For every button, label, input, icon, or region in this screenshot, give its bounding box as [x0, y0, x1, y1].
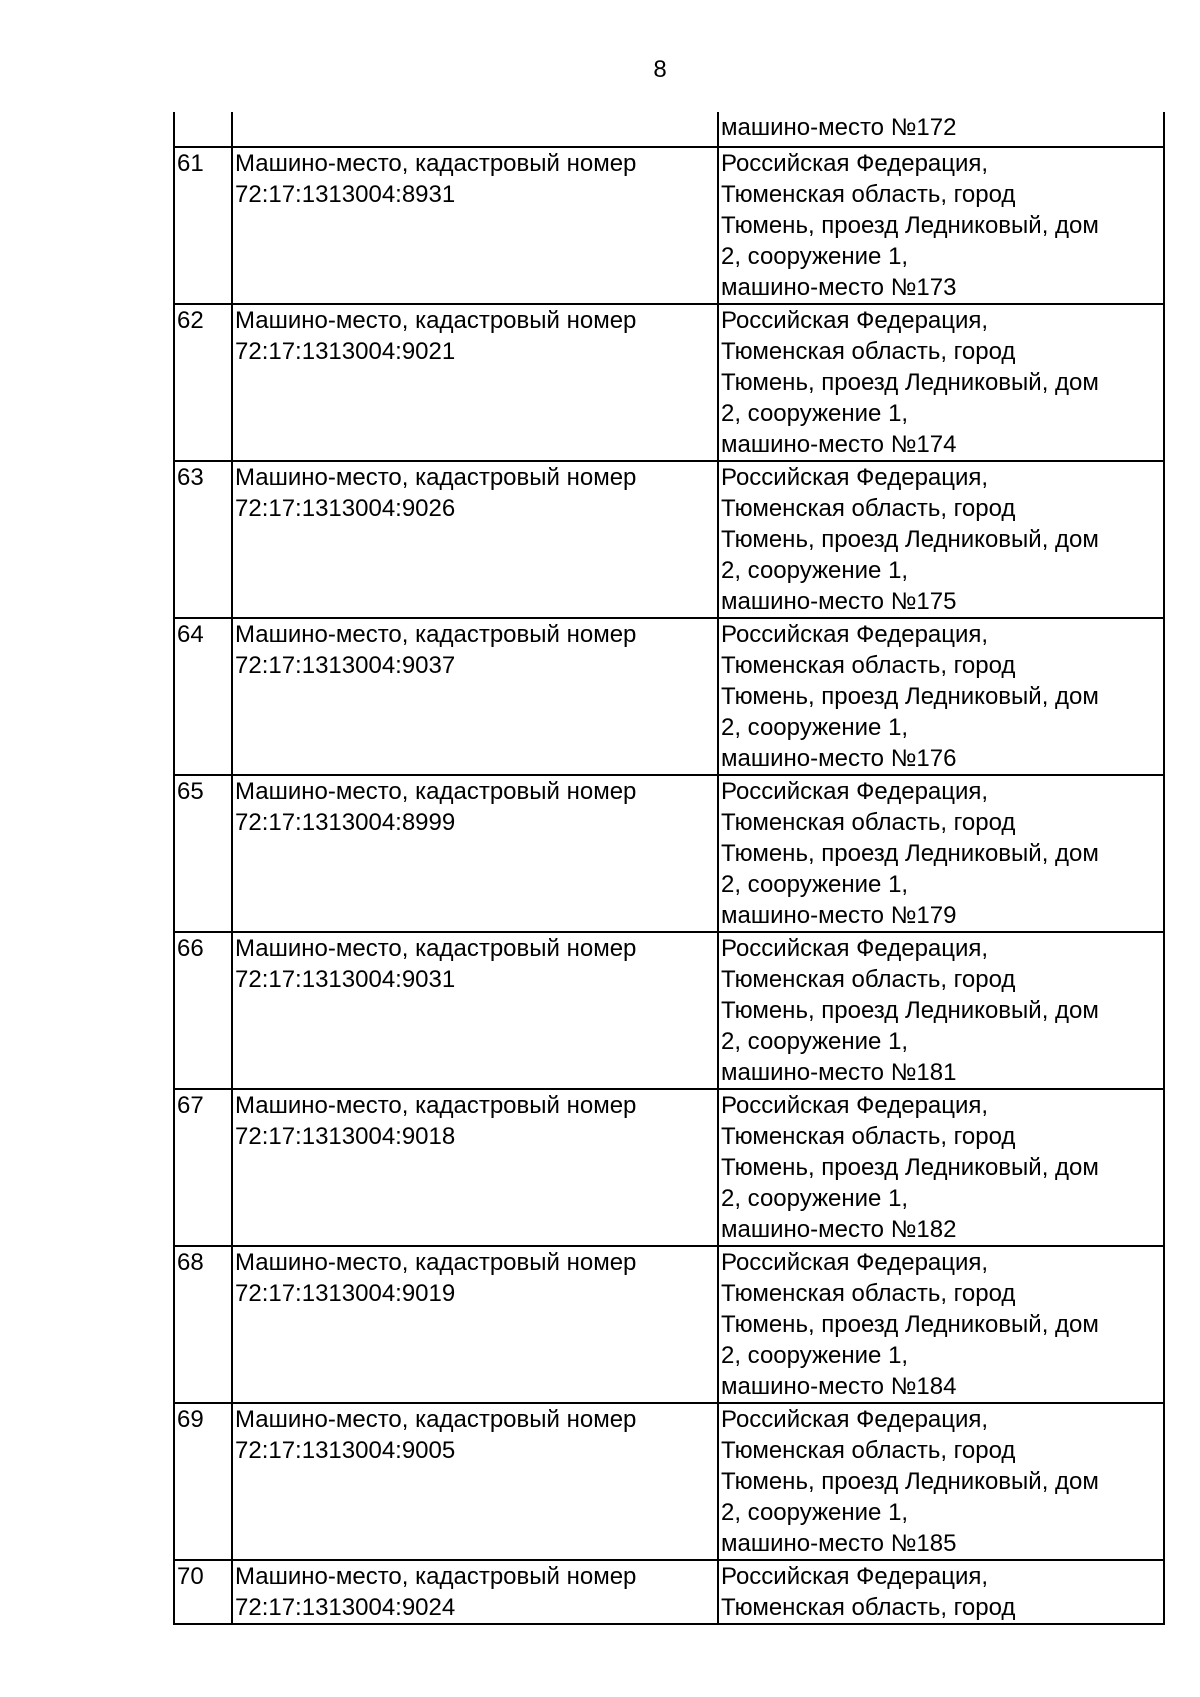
address-line: 2, сооружение 1, — [721, 400, 909, 427]
object-type: Машино-место, кадастровый номер — [235, 1563, 637, 1590]
address-line: 2, сооружение 1, — [721, 557, 909, 584]
object-type: Машино-место, кадастровый номер — [235, 150, 637, 177]
address-line: 2, сооружение 1, — [721, 1185, 909, 1212]
address-line: Тюменская область, город — [721, 338, 1016, 365]
address-line: Российская Федерация, — [721, 1249, 989, 1276]
address-line: машино-место №172 — [721, 114, 957, 141]
row-description — [232, 932, 718, 1089]
cadastral-number: 72:17:1313004:8931 — [235, 181, 456, 208]
row-description — [232, 1246, 718, 1403]
address-line: Российская Федерация, — [721, 778, 989, 805]
table-row — [174, 618, 1164, 775]
table-row — [174, 775, 1164, 932]
address-line: Российская Федерация, — [721, 1563, 989, 1590]
address-line: 2, сооружение 1, — [721, 871, 909, 898]
address-line: машино-место №176 — [721, 745, 957, 772]
address-line: машино-место №175 — [721, 588, 957, 615]
row-description — [232, 618, 718, 775]
address-line: машино-место №182 — [721, 1216, 957, 1243]
cadastral-number: 72:17:1313004:9005 — [235, 1437, 456, 1464]
address-line: Тюменская область, город — [721, 1437, 1016, 1464]
address-line: машино-место №173 — [721, 274, 957, 301]
address-line: Тюменская область, город — [721, 1280, 1016, 1307]
address-line: машино-место №184 — [721, 1373, 957, 1400]
row-number: 65 — [174, 775, 232, 932]
address-line: машино-место №185 — [721, 1530, 957, 1557]
table-row — [174, 932, 1164, 1089]
row-number: 66 — [174, 932, 232, 1089]
object-type: Машино-место, кадастровый номер — [235, 621, 637, 648]
row-description — [232, 1403, 718, 1560]
address-line: Тюмень, проезд Ледниковый, дом — [721, 840, 1099, 867]
address-line: Российская Федерация, — [721, 150, 989, 177]
address-line: Тюмень, проезд Ледниковый, дом — [721, 1468, 1099, 1495]
address-line: Тюмень, проезд Ледниковый, дом — [721, 997, 1099, 1024]
row-address — [718, 775, 1164, 932]
row-number: 64 — [174, 618, 232, 775]
address-line: 2, сооружение 1, — [721, 1028, 909, 1055]
row-number: 63 — [174, 461, 232, 618]
row-number: 67 — [174, 1089, 232, 1246]
address-line: 2, сооружение 1, — [721, 714, 909, 741]
row-number: 62 — [174, 304, 232, 461]
address-line: Тюменская область, город — [721, 1594, 1016, 1621]
row-description — [232, 461, 718, 618]
row-address — [718, 1403, 1164, 1560]
address-line: Тюмень, проезд Ледниковый, дом — [721, 1311, 1099, 1338]
address-line: Тюменская область, город — [721, 181, 1016, 208]
row-address — [718, 618, 1164, 775]
address-line: Российская Федерация, — [721, 307, 989, 334]
table-row — [174, 1246, 1164, 1403]
row-address — [718, 932, 1164, 1089]
object-type: Машино-место, кадастровый номер — [235, 1406, 637, 1433]
object-type: Машино-место, кадастровый номер — [235, 1092, 637, 1119]
cadastral-number: 72:17:1313004:9026 — [235, 495, 456, 522]
row-address — [718, 1560, 1164, 1624]
address-line: машино-место №174 — [721, 431, 957, 458]
address-line: Тюменская область, город — [721, 652, 1016, 679]
row-address — [718, 112, 1164, 147]
object-type: Машино-место, кадастровый номер — [235, 464, 637, 491]
cadastral-number: 72:17:1313004:9019 — [235, 1280, 456, 1307]
table-row — [174, 147, 1164, 304]
address-line: Тюмень, проезд Ледниковый, дом — [721, 683, 1099, 710]
row-description — [232, 112, 718, 147]
cadastral-number: 72:17:1313004:9024 — [235, 1594, 456, 1621]
row-address — [718, 1089, 1164, 1246]
address-line: 2, сооружение 1, — [721, 1499, 909, 1526]
page-number: 8 — [653, 56, 667, 83]
address-line: Тюмень, проезд Ледниковый, дом — [721, 369, 1099, 396]
parking-spaces-table — [173, 112, 1165, 1625]
row-number: 61 — [174, 147, 232, 304]
address-line: Российская Федерация, — [721, 1406, 989, 1433]
row-address — [718, 461, 1164, 618]
table-row — [174, 1089, 1164, 1246]
table-row — [174, 461, 1164, 618]
address-line: 2, сооружение 1, — [721, 243, 909, 270]
cadastral-number: 72:17:1313004:8999 — [235, 809, 456, 836]
row-description — [232, 1089, 718, 1246]
address-line: Российская Федерация, — [721, 621, 989, 648]
cadastral-number: 72:17:1313004:9021 — [235, 338, 456, 365]
address-line: Российская Федерация, — [721, 1092, 989, 1119]
address-line: Тюменская область, город — [721, 1123, 1016, 1150]
address-line: Тюменская область, город — [721, 809, 1016, 836]
table-row-continuation — [174, 112, 1164, 147]
row-number: 68 — [174, 1246, 232, 1403]
address-line: Тюменская область, город — [721, 966, 1016, 993]
row-address — [718, 147, 1164, 304]
table-row — [174, 1560, 1164, 1624]
row-description — [232, 1560, 718, 1624]
object-type: Машино-место, кадастровый номер — [235, 307, 637, 334]
address-line: машино-место №179 — [721, 902, 957, 929]
row-address — [718, 1246, 1164, 1403]
table-row — [174, 1403, 1164, 1560]
row-address — [718, 304, 1164, 461]
cadastral-number: 72:17:1313004:9037 — [235, 652, 456, 679]
row-number: 69 — [174, 1403, 232, 1560]
cadastral-number: 72:17:1313004:9018 — [235, 1123, 456, 1150]
address-line: 2, сооружение 1, — [721, 1342, 909, 1369]
address-line: Тюменская область, город — [721, 495, 1016, 522]
cadastral-number: 72:17:1313004:9031 — [235, 966, 456, 993]
row-description — [232, 147, 718, 304]
address-line: машино-место №181 — [721, 1059, 957, 1086]
object-type: Машино-место, кадастровый номер — [235, 778, 637, 805]
object-type: Машино-место, кадастровый номер — [235, 935, 637, 962]
address-line: Тюмень, проезд Ледниковый, дом — [721, 1154, 1099, 1181]
table-row — [174, 304, 1164, 461]
address-line: Российская Федерация, — [721, 464, 989, 491]
row-number — [174, 112, 232, 147]
address-line: Российская Федерация, — [721, 935, 989, 962]
address-line: Тюмень, проезд Ледниковый, дом — [721, 212, 1099, 239]
row-number: 70 — [174, 1560, 232, 1624]
row-description — [232, 775, 718, 932]
object-type: Машино-место, кадастровый номер — [235, 1249, 637, 1276]
row-description — [232, 304, 718, 461]
address-line: Тюмень, проезд Ледниковый, дом — [721, 526, 1099, 553]
